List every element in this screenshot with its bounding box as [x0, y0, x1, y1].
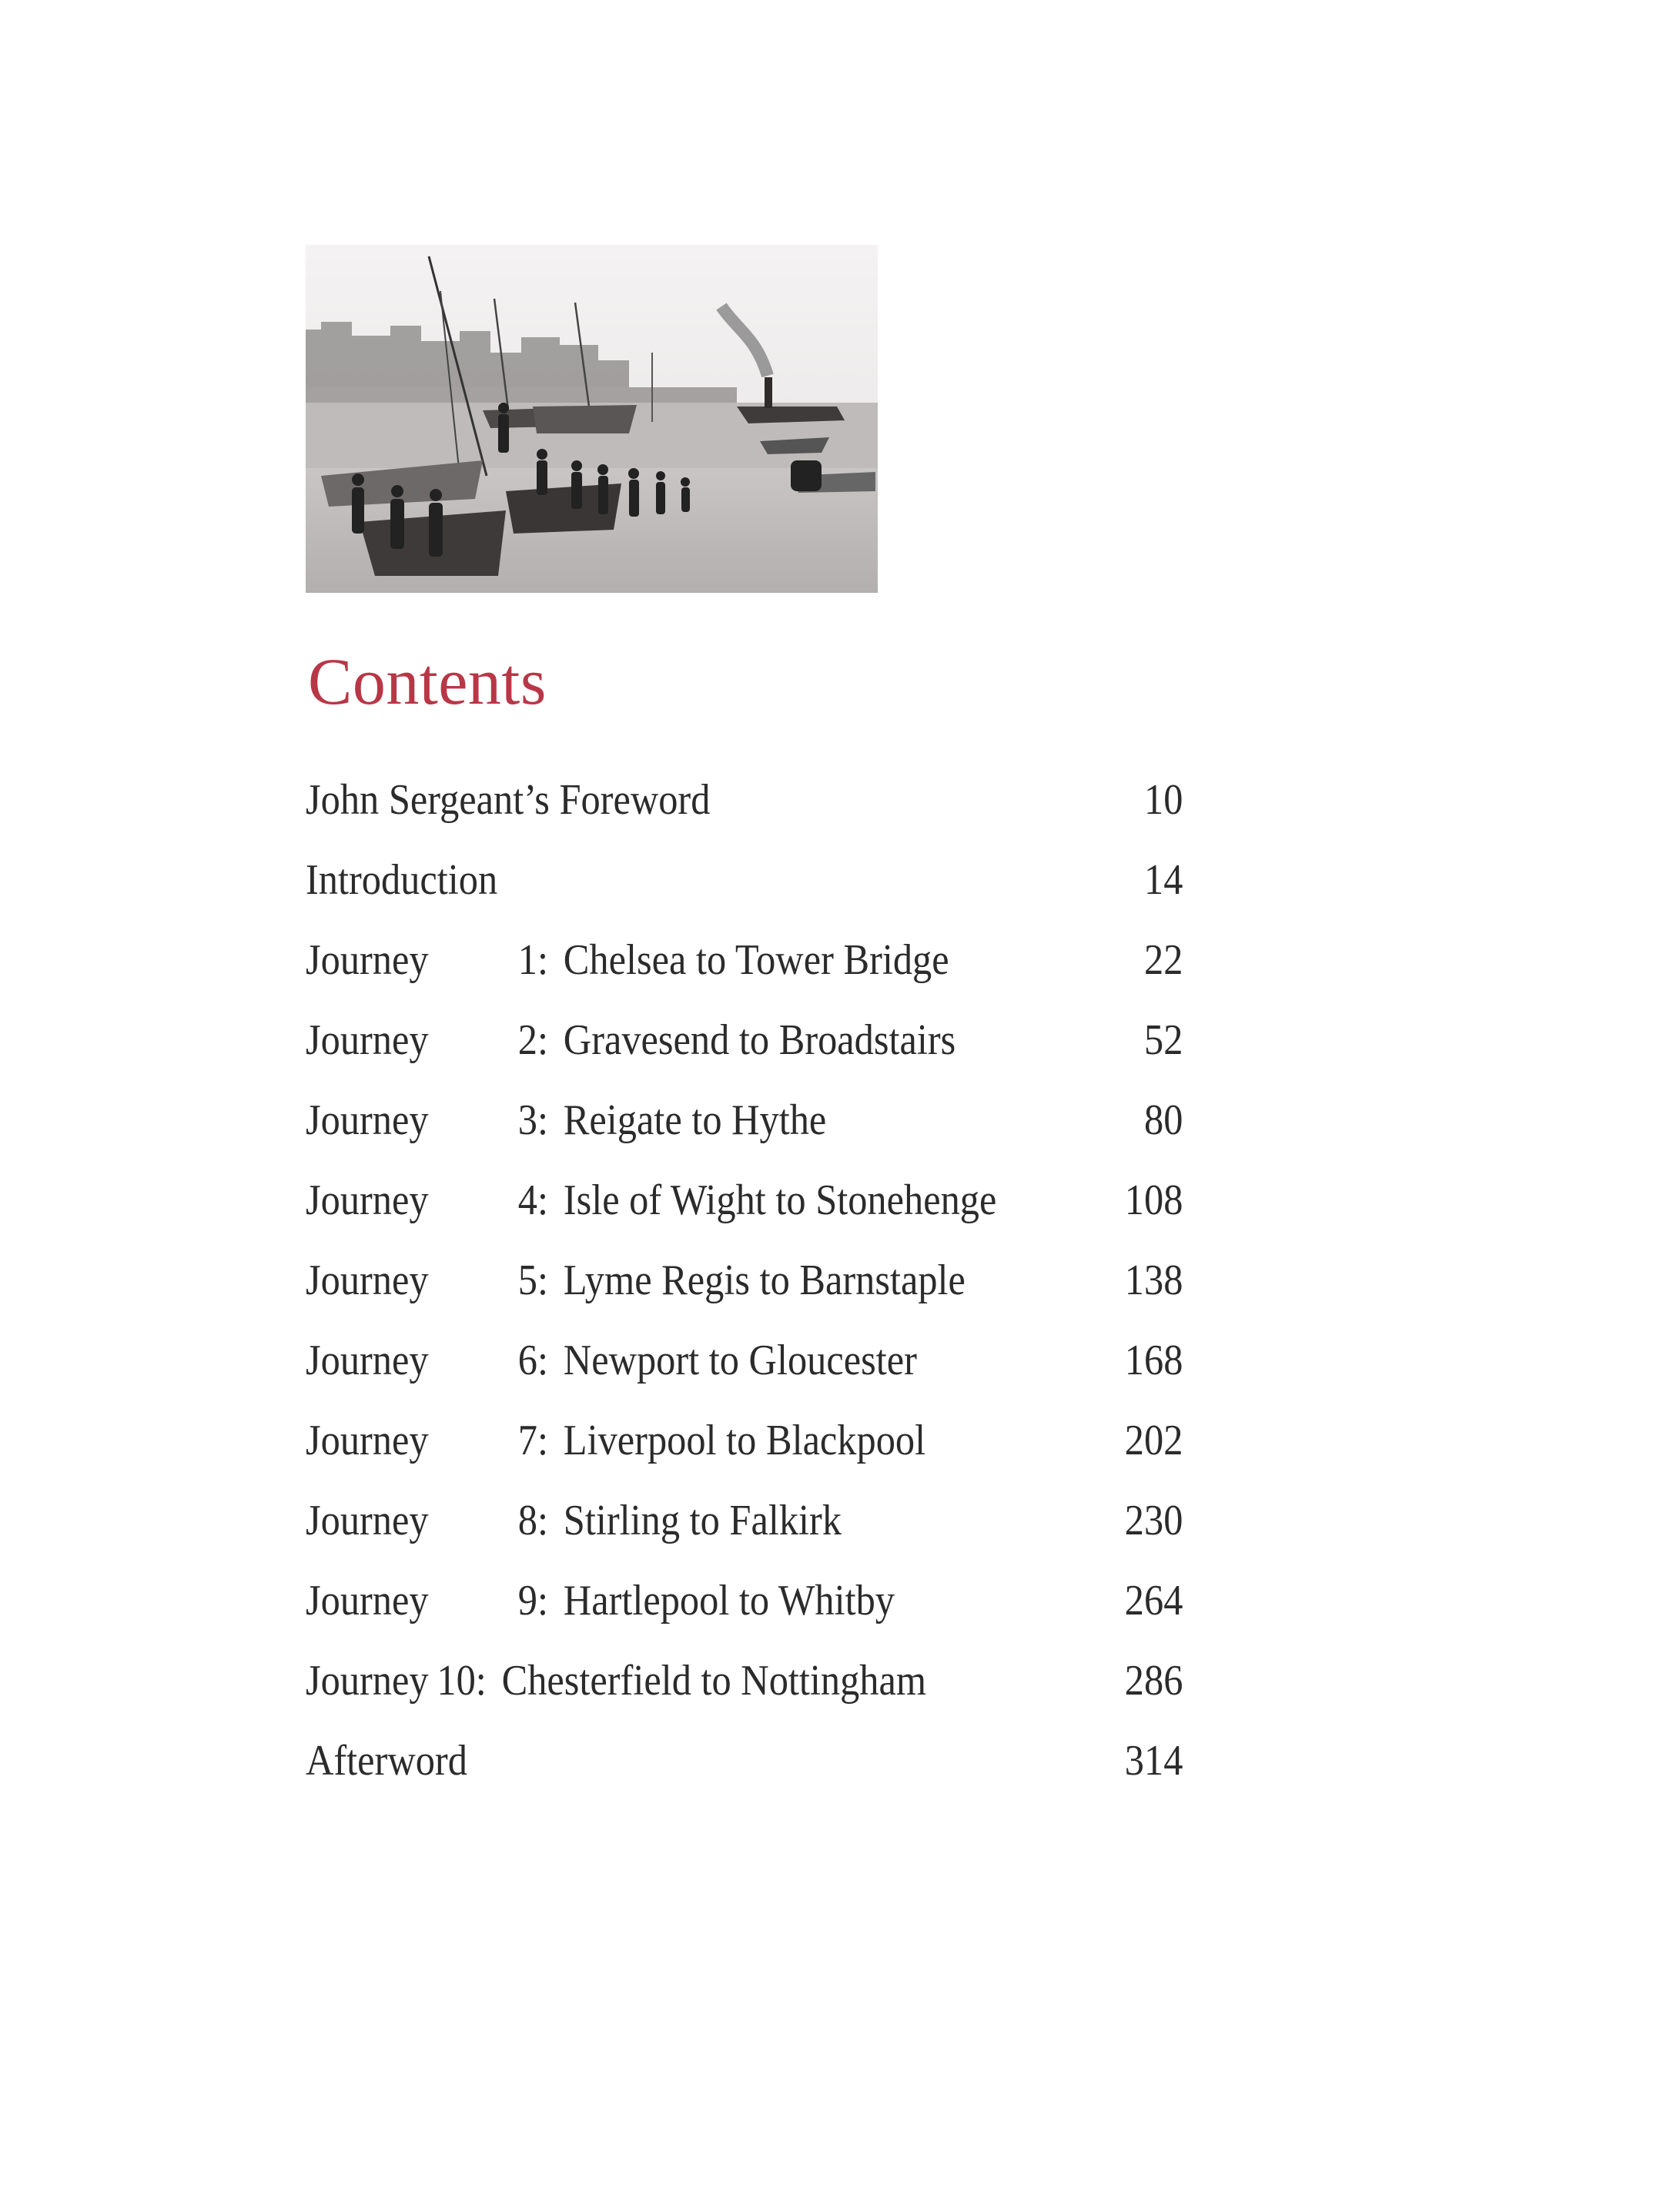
toc-entry-page-number: 10: [1144, 776, 1183, 824]
toc-entry-journey-1[interactable]: [306, 920, 1183, 1000]
toc-entry-prefix: Journey: [306, 1417, 429, 1464]
toc-entry-title: Chelsea to Tower Bridge: [563, 936, 949, 984]
toc-entry-journey-5[interactable]: [306, 1240, 1183, 1320]
vintage-beach-photo: [306, 245, 878, 593]
toc-entry-journey-10[interactable]: [306, 1641, 1183, 1721]
toc-entry-number: 2:: [517, 1016, 548, 1064]
toc-entry-number: 6:: [517, 1337, 548, 1384]
toc-entry-journey-6[interactable]: [306, 1320, 1183, 1400]
toc-entry-number: 9:: [517, 1577, 548, 1625]
toc-entry-page-number: 80: [1144, 1096, 1183, 1144]
toc-entry-title: Hartlepool to Whitby: [563, 1577, 895, 1625]
toc-entry-prefix: Journey: [306, 1016, 429, 1064]
toc-entry-page-number: 286: [1124, 1657, 1183, 1705]
toc-entry-page-number: 230: [1124, 1497, 1183, 1544]
toc-entry-number: 3:: [517, 1096, 548, 1144]
toc-entry-prefix: Journey: [306, 1256, 429, 1304]
toc-entry-title: Stirling to Falkirk: [563, 1497, 842, 1544]
toc-entry-journey-2[interactable]: [306, 1000, 1183, 1080]
toc-entry-page-number: 168: [1124, 1337, 1183, 1384]
toc-entry-page-number: 202: [1124, 1417, 1183, 1464]
toc-entry-number: 5:: [517, 1256, 548, 1304]
toc-entry-foreword[interactable]: [306, 760, 1183, 840]
toc-entry-page-number: 138: [1124, 1256, 1183, 1304]
toc-entry-prefix: Journey: [306, 1337, 429, 1384]
toc-entry-title: Liverpool to Blackpool: [563, 1417, 926, 1464]
toc-entry-title: Chesterfield to Nottingham: [501, 1657, 927, 1705]
toc-entry-page-number: 14: [1144, 856, 1183, 904]
toc-entry-page-number: 52: [1144, 1016, 1183, 1064]
toc-entry-number: 8:: [517, 1497, 548, 1544]
photo-illustration: [306, 245, 878, 593]
toc-entry-prefix: Journey: [306, 1657, 429, 1705]
toc-entry-prefix: Journey: [306, 1176, 429, 1224]
toc-entry-title: Lyme Regis to Barnstaple: [563, 1256, 965, 1304]
toc-entry-page-number: 22: [1144, 936, 1183, 984]
toc-entry-page-number: 314: [1124, 1737, 1183, 1785]
toc-entry-afterword[interactable]: [306, 1721, 1183, 1801]
table-of-contents: [306, 760, 1183, 1801]
toc-entry-page-number: 264: [1124, 1577, 1183, 1625]
toc-entry-title: Newport to Gloucester: [563, 1337, 917, 1384]
toc-entry-journey-4[interactable]: [306, 1160, 1183, 1240]
toc-entry-title: Reigate to Hythe: [563, 1096, 827, 1144]
toc-entry-prefix: Journey: [306, 1497, 429, 1544]
toc-entry-prefix: Journey: [306, 1096, 429, 1144]
toc-entry-title: Isle of Wight to Stonehenge: [563, 1176, 997, 1224]
toc-entry-journey-9[interactable]: [306, 1561, 1183, 1641]
toc-entry-page-number: 108: [1124, 1176, 1183, 1224]
toc-entry-title: Introduction: [306, 856, 498, 904]
toc-entry-number: 4:: [517, 1176, 548, 1224]
toc-entry-title: Gravesend to Broadstairs: [563, 1016, 956, 1064]
toc-entry-title: John Sergeant’s Foreword: [306, 776, 711, 824]
toc-entry-journey-8[interactable]: [306, 1481, 1183, 1561]
toc-entry-number: 1:: [517, 936, 548, 984]
toc-entry-title: Afterword: [306, 1737, 467, 1785]
page-title: Contents: [308, 644, 547, 718]
toc-entry-number: 7:: [517, 1417, 548, 1464]
toc-entry-number: 10:: [437, 1657, 487, 1705]
toc-entry-prefix: Journey: [306, 936, 429, 984]
toc-entry-introduction[interactable]: [306, 840, 1183, 920]
toc-entry-journey-7[interactable]: [306, 1400, 1183, 1481]
toc-entry-journey-3[interactable]: [306, 1080, 1183, 1160]
toc-entry-prefix: Journey: [306, 1577, 429, 1625]
